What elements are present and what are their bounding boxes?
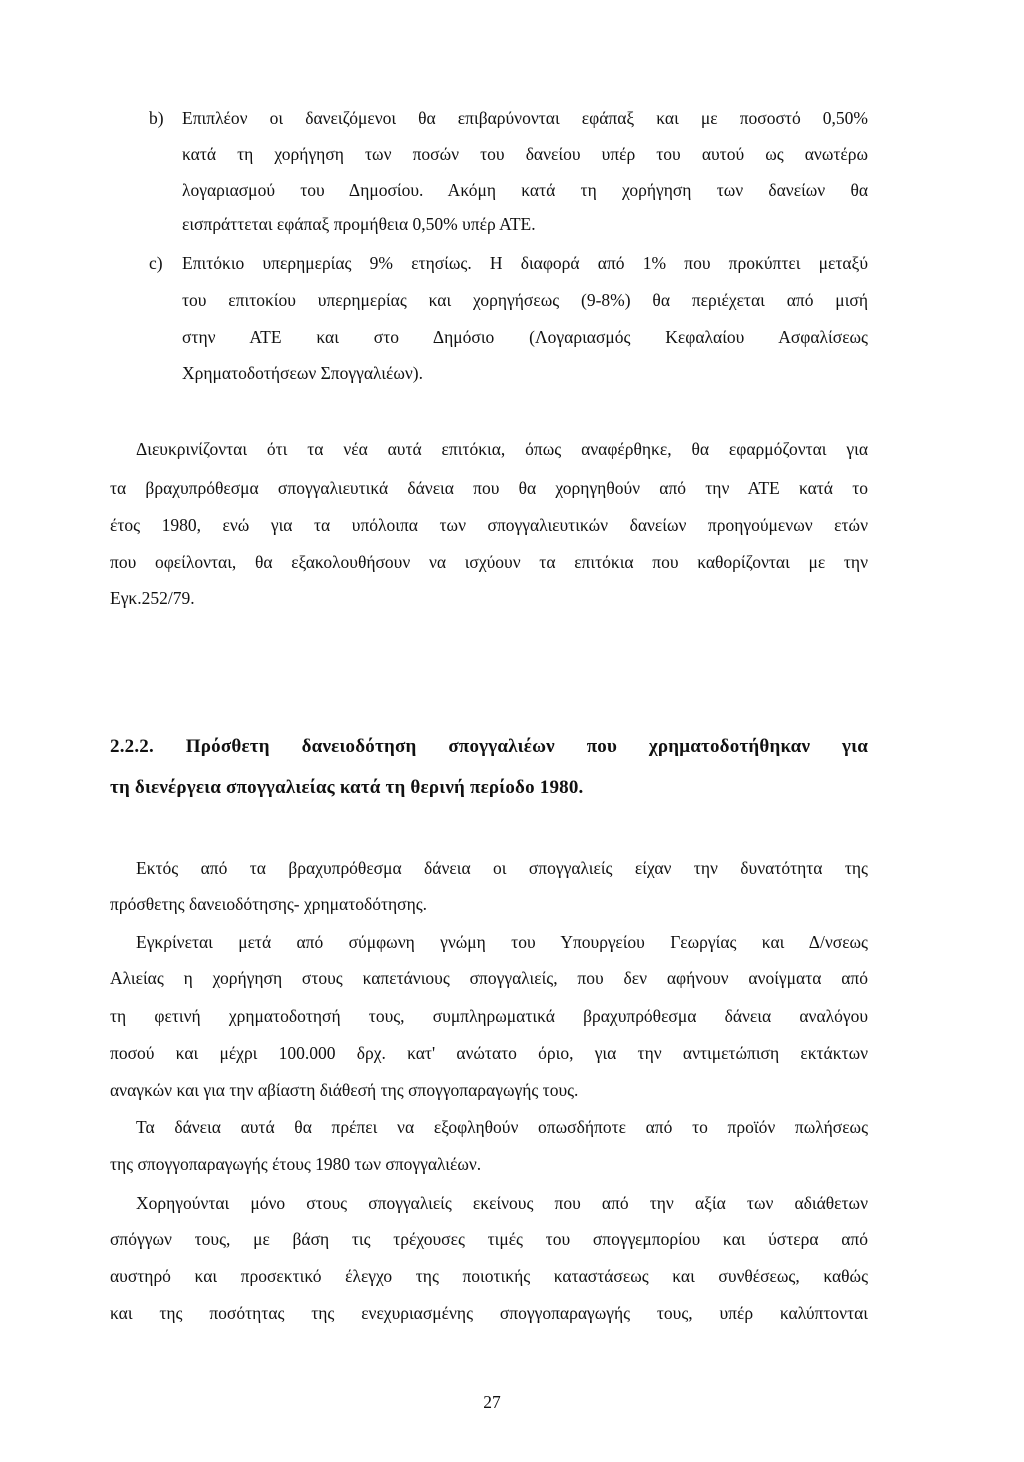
paragraph-4-line-1: Χορηγούνται μόνο στους σπογγαλιείς εκείνους που από την αξία των αδιάθετων: [136, 1193, 868, 1213]
page-number: 27: [483, 1392, 501, 1412]
clarification-line-1: Διευκρινίζονται ότι τα νέα αυτά επιτόκια, όπως αναφέρθηκε, θα εφαρμόζονται για: [136, 439, 868, 459]
item-c-line-2: του επιτοκίου υπερημερίας και χορηγήσεως (9-8%) θα περιέχεται από μισή: [182, 290, 868, 310]
paragraph-2-line-2: Αλιείας η χορήγηση στους καπετάνιους σπογγαλιείς, που δεν αφήνουν ανοίγματα από: [110, 968, 868, 988]
section-heading-line-2: τη διενέργεια σπογγαλιείας κατά τη θερινή περίοδο 1980.: [110, 777, 584, 798]
clarification-line-5: Εγκ.252/79.: [110, 588, 195, 608]
paragraph-3-line-1: Τα δάνεια αυτά θα πρέπει να εξοφληθούν οπωσδήποτε από το προϊόν πωλήσεως: [136, 1117, 868, 1137]
paragraph-4-line-3: αυστηρό και προσεκτικό έλεγχο της ποιοτικής καταστάσεως και συνθέσεως, καθώς: [110, 1266, 868, 1286]
paragraph-2-line-5: αναγκών και για την αβίαστη διάθεσή της σπογγοπαραγωγής τους.: [110, 1080, 579, 1100]
item-b-marker: b): [149, 108, 164, 128]
item-b-line-1: Επιπλέον οι δανειζόμενοι θα επιβαρύνονται εφάπαξ και με ποσοστό 0,50%: [182, 108, 868, 128]
paragraph-3-line-2: της σπογγοπαραγωγής έτους 1980 των σπογγαλιέων.: [110, 1154, 482, 1174]
item-c-line-3: στην ΑΤΕ και στο Δημόσιο (Λογαριασμός Κεφαλαίου Ασφαλίσεως: [182, 327, 868, 347]
clarification-line-3: έτος 1980, ενώ για τα υπόλοιπα των σπογγαλιευτικών δανείων προηγούμενων ετών: [110, 515, 868, 535]
section-heading-line-1: 2.2.2. Πρόσθετη δανειοδότηση σπογγαλιέων που χρηματοδοτήθηκαν για: [110, 736, 868, 757]
paragraph-2-line-3: τη φετινή χρηματοδοτησή τους, συμπληρωματικά βραχυπρόθεσμα δάνεια αναλόγου: [110, 1006, 868, 1026]
paragraph-4-line-2: σπόγγων τους, με βάση τις τρέχουσες τιμές του σπογγεμπορίου και ύστερα από: [110, 1229, 868, 1249]
paragraph-4-line-4: και της ποσότητας της ενεχυριασμένης σπογγοπαραγωγής τους, υπέρ καλύπτονται: [110, 1303, 868, 1323]
item-b-line-3: λογαριασμού του Δημοσίου. Ακόμη κατά τη χορήγηση των δανείων θα: [182, 180, 868, 200]
item-c-line-4: Χρηματοδοτήσεων Σπογγαλιέων).: [182, 363, 423, 383]
paragraph-1-line-1: Εκτός από τα βραχυπρόθεσμα δάνεια οι σπογγαλιείς είχαν την δυνατότητα της: [136, 858, 868, 878]
item-b-line-2: κατά τη χορήγηση των ποσών του δανείου υπέρ του αυτού ως ανωτέρω: [182, 144, 868, 164]
item-c-marker: c): [149, 253, 163, 273]
clarification-line-2: τα βραχυπρόθεσμα σπογγαλιευτικά δάνεια που θα χορηγηθούν από την ΑΤΕ κατά το: [110, 478, 868, 498]
paragraph-2-line-4: ποσού και μέχρι 100.000 δρχ. κατ' ανώτατο όριο, για την αντιμετώπιση εκτάκτων: [110, 1043, 868, 1063]
clarification-line-4: που οφείλονται, θα εξακολουθήσουν να ισχύουν τα επιτόκια που καθορίζονται με την: [110, 552, 868, 572]
item-b-line-4: εισπράττεται εφάπαξ προμήθεια 0,50% υπέρ ΑΤΕ.: [182, 214, 536, 234]
paragraph-1-line-2: πρόσθετης δανειοδότησης- χρηματοδότησης.: [110, 894, 428, 914]
paragraph-2-line-1: Εγκρίνεται μετά από σύμφωνη γνώμη του Υπουργείου Γεωργίας και Δ/νσεως: [136, 932, 868, 952]
item-c-line-1: Επιτόκιο υπερημερίας 9% ετησίως. Η διαφορά από 1% που προκύπτει μεταξύ: [182, 253, 868, 273]
